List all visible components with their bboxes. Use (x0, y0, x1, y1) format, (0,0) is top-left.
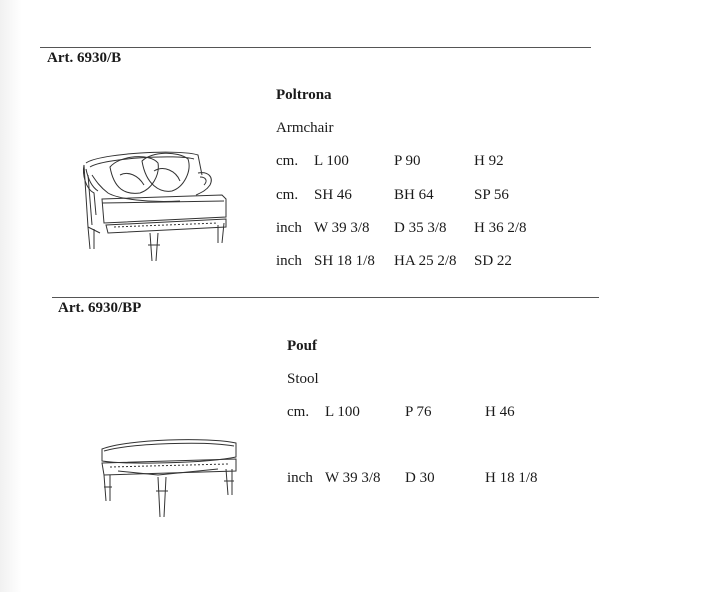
pouf-icon (98, 435, 240, 519)
section-divider (52, 297, 599, 298)
product-name: Poltrona (276, 87, 332, 103)
unit-label: inch (287, 470, 313, 486)
page-left-shadow (0, 0, 22, 592)
unit-label: inch (276, 253, 302, 269)
dimension-value: L 100 (325, 404, 360, 420)
armchair-icon (80, 145, 230, 265)
unit-label: cm. (276, 153, 299, 169)
dimension-value: W 39 3/8 (325, 470, 381, 486)
article-code: Art. 6930/B (47, 50, 122, 66)
unit-label: cm. (287, 404, 310, 420)
dimension-value: SP 56 (474, 187, 509, 203)
section-divider (40, 47, 591, 48)
dimension-value: L 100 (314, 153, 349, 169)
article-code: Art. 6930/BP (58, 300, 142, 316)
unit-label: inch (276, 220, 302, 236)
dimension-value: H 36 2/8 (474, 220, 527, 236)
dimension-value: H 46 (485, 404, 515, 420)
product-name: Pouf (287, 338, 317, 354)
dimension-value: P 90 (394, 153, 421, 169)
product-description: Stool (287, 371, 319, 387)
dimension-value: H 92 (474, 153, 504, 169)
dimension-value: HA 25 2/8 (394, 253, 457, 269)
dimension-value: D 30 (405, 470, 435, 486)
unit-label: cm. (276, 187, 299, 203)
dimension-value: BH 64 (394, 187, 434, 203)
dimension-value: D 35 3/8 (394, 220, 447, 236)
dimension-value: SH 46 (314, 187, 352, 203)
product-description: Armchair (276, 120, 334, 136)
dimension-value: P 76 (405, 404, 432, 420)
dimension-value: H 18 1/8 (485, 470, 538, 486)
dimension-value: SD 22 (474, 253, 512, 269)
dimension-value: SH 18 1/8 (314, 253, 375, 269)
dimension-value: W 39 3/8 (314, 220, 370, 236)
